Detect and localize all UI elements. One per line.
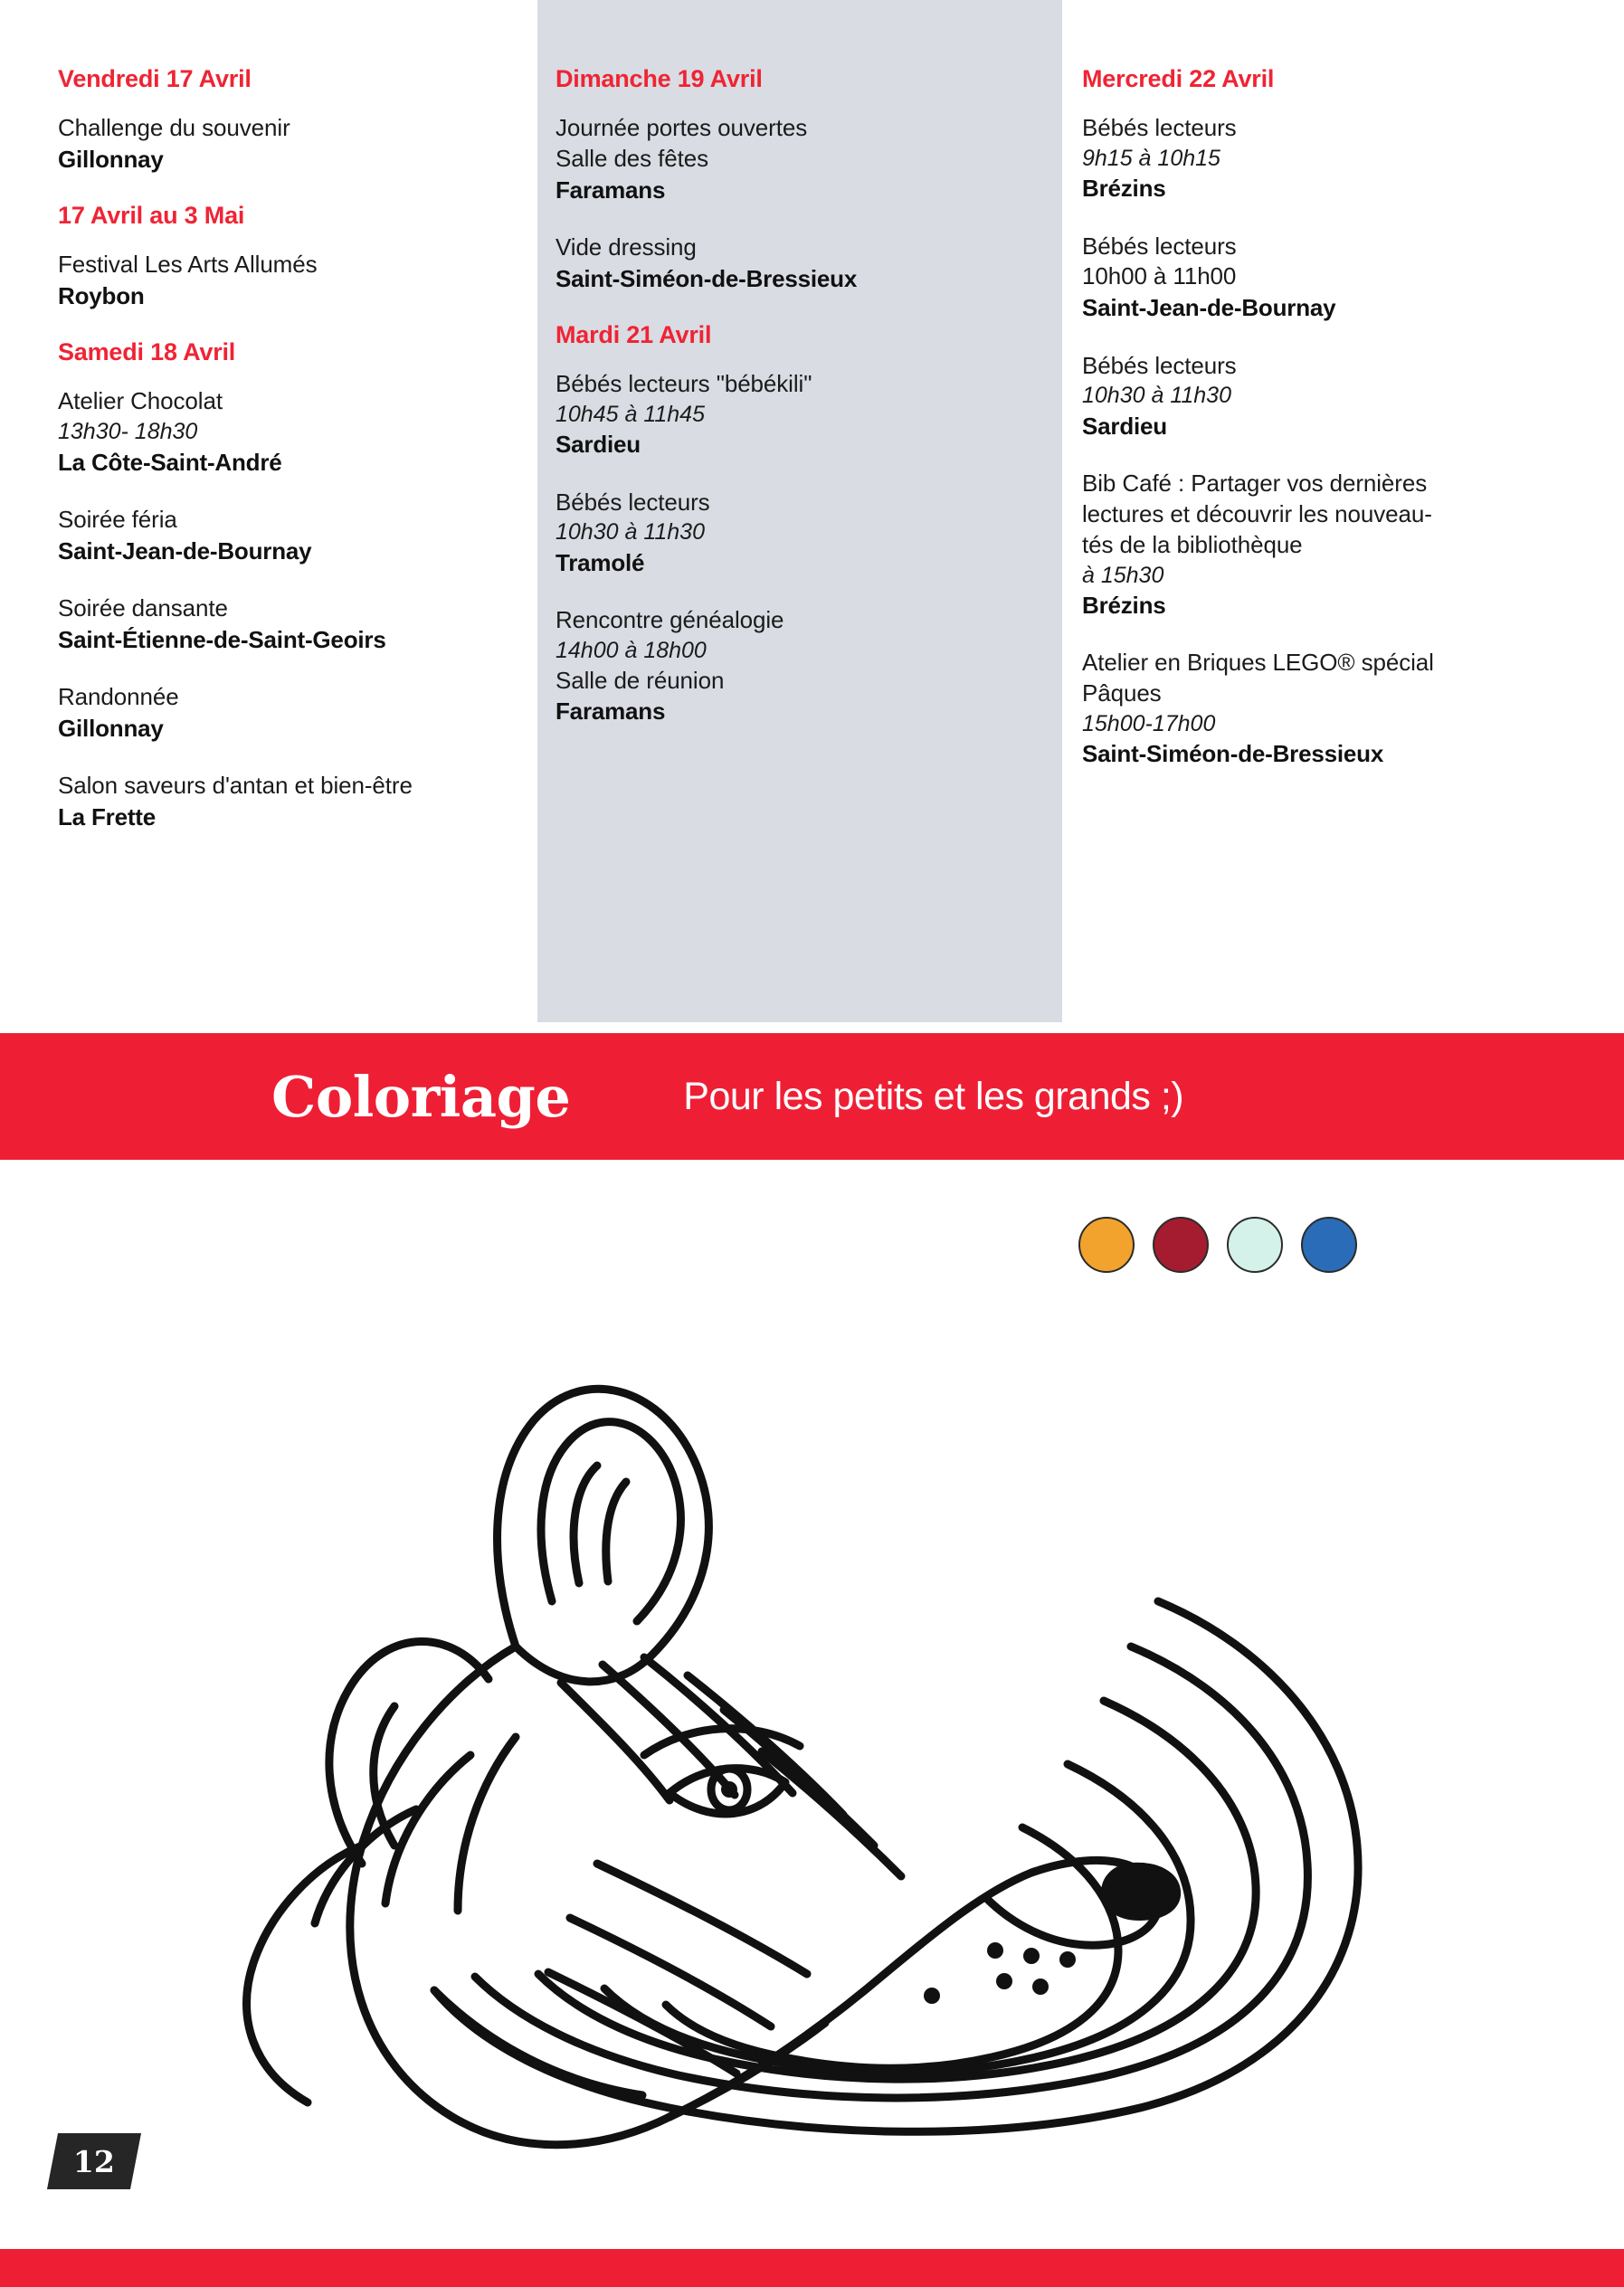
event-place: Tramolé (556, 548, 645, 576)
event-title: Atelier en Briques LEGO® spécial (1082, 649, 1434, 677)
event-time: 15h00-17h00 (1082, 710, 1216, 736)
page-number: 12 (73, 2143, 115, 2179)
event-item (556, 488, 1062, 579)
coloriage-banner (0, 1033, 1624, 1160)
event-title: Soirée féria (58, 505, 177, 533)
banner-subtitle: Pour les petits et les grands ;) (683, 1074, 1184, 1118)
event-place: Faramans (556, 697, 666, 726)
event-time: 14h00 à 18h00 (556, 638, 707, 664)
event-time: 10h00 à 11h00 (1082, 262, 1237, 290)
event-place: Faramans (556, 176, 666, 204)
event-title: Salon saveurs d'antan et bien-être (58, 772, 413, 800)
event-time: 9h15 à 10h15 (1082, 145, 1220, 171)
event-item (58, 593, 537, 655)
event-title: Soirée dansante (58, 593, 228, 622)
event-title: Bébés lecteurs (556, 488, 710, 516)
fox-coloring-illustration (90, 1176, 1538, 2162)
event-item (58, 386, 537, 478)
event-item (58, 682, 537, 744)
event-title-cont: tés de la bibliothèque (1082, 530, 1303, 558)
event-item (556, 232, 1062, 294)
bottom-red-bar (0, 2249, 1624, 2287)
event-item (58, 771, 537, 832)
event-place: Sardieu (556, 431, 641, 459)
event-time: 10h45 à 11h45 (556, 401, 705, 427)
event-place: Sardieu (1082, 412, 1167, 440)
event-place: Saint-Siméon-de-Bressieux (1082, 740, 1384, 768)
event-title: Bébés lecteurs (1082, 114, 1237, 141)
event-place: Saint-Jean-de-Bournay (1082, 294, 1336, 322)
agenda-column-middle (537, 0, 1062, 1022)
event-place: Saint-Siméon-de-Bressieux (556, 264, 858, 292)
agenda-section (0, 0, 1624, 1022)
date-heading: Dimanche 19 Avril (556, 65, 763, 92)
event-place: Gillonnay (58, 145, 164, 173)
event-title: Bébés lecteurs (1082, 232, 1237, 260)
date-heading: Samedi 18 Avril (58, 338, 236, 366)
event-time: 13h30- 18h30 (58, 419, 198, 445)
date-heading: Mercredi 22 Avril (1082, 65, 1275, 92)
event-title: Bébés lecteurs "bébékili" (556, 370, 812, 398)
event-title: Vide dressing (556, 232, 697, 261)
date-heading: Vendredi 17 Avril (58, 65, 252, 92)
event-item (1082, 469, 1571, 621)
event-title: Journée portes ouvertes (556, 114, 808, 141)
event-place: Saint-Étienne-de-Saint-Geoirs (58, 625, 386, 653)
event-item (1082, 648, 1571, 769)
event-venue: Salle des fêtes (556, 144, 709, 172)
event-place: Roybon (58, 281, 145, 309)
date-heading: Mardi 21 Avril (556, 321, 712, 349)
event-title-cont: Pâques (1082, 679, 1162, 707)
event-place: Saint-Jean-de-Bournay (58, 536, 312, 565)
event-place: Gillonnay (58, 714, 164, 742)
event-title-cont: lectures et découvrir les nouveau- (1082, 499, 1432, 527)
event-item (556, 369, 1062, 460)
event-item (58, 113, 537, 175)
event-item (1082, 351, 1571, 442)
event-item (1082, 232, 1571, 324)
event-item (58, 505, 537, 566)
date-heading: 17 Avril au 3 Mai (58, 202, 245, 230)
agenda-column-right (1082, 0, 1571, 797)
event-place: La Frette (58, 802, 157, 830)
page-number-badge (47, 2133, 141, 2189)
event-title: Bib Café : Partager vos dernières (1082, 470, 1428, 498)
event-item (58, 250, 537, 311)
event-item (1082, 113, 1571, 204)
event-title: Rencontre généalogie (556, 606, 784, 634)
event-time: à 15h30 (1082, 562, 1164, 588)
event-place: Brézins (1082, 592, 1166, 620)
event-time: 10h30 à 11h30 (556, 519, 705, 546)
agenda-column-left (58, 0, 537, 859)
event-item (556, 113, 1062, 205)
event-title: Atelier Chocolat (58, 387, 223, 415)
event-title: Festival Les Arts Allumés (58, 251, 318, 279)
event-place: Brézins (1082, 175, 1166, 203)
event-title: Bébés lecteurs (1082, 351, 1237, 379)
event-time: 10h30 à 11h30 (1082, 383, 1231, 409)
event-place: La Côte-Saint-André (58, 448, 282, 476)
event-title: Challenge du souvenir (58, 114, 290, 141)
banner-title: Coloriage (271, 1063, 571, 1130)
event-item (556, 605, 1062, 726)
event-venue: Salle de réunion (556, 666, 725, 694)
event-title: Randonnée (58, 683, 179, 711)
